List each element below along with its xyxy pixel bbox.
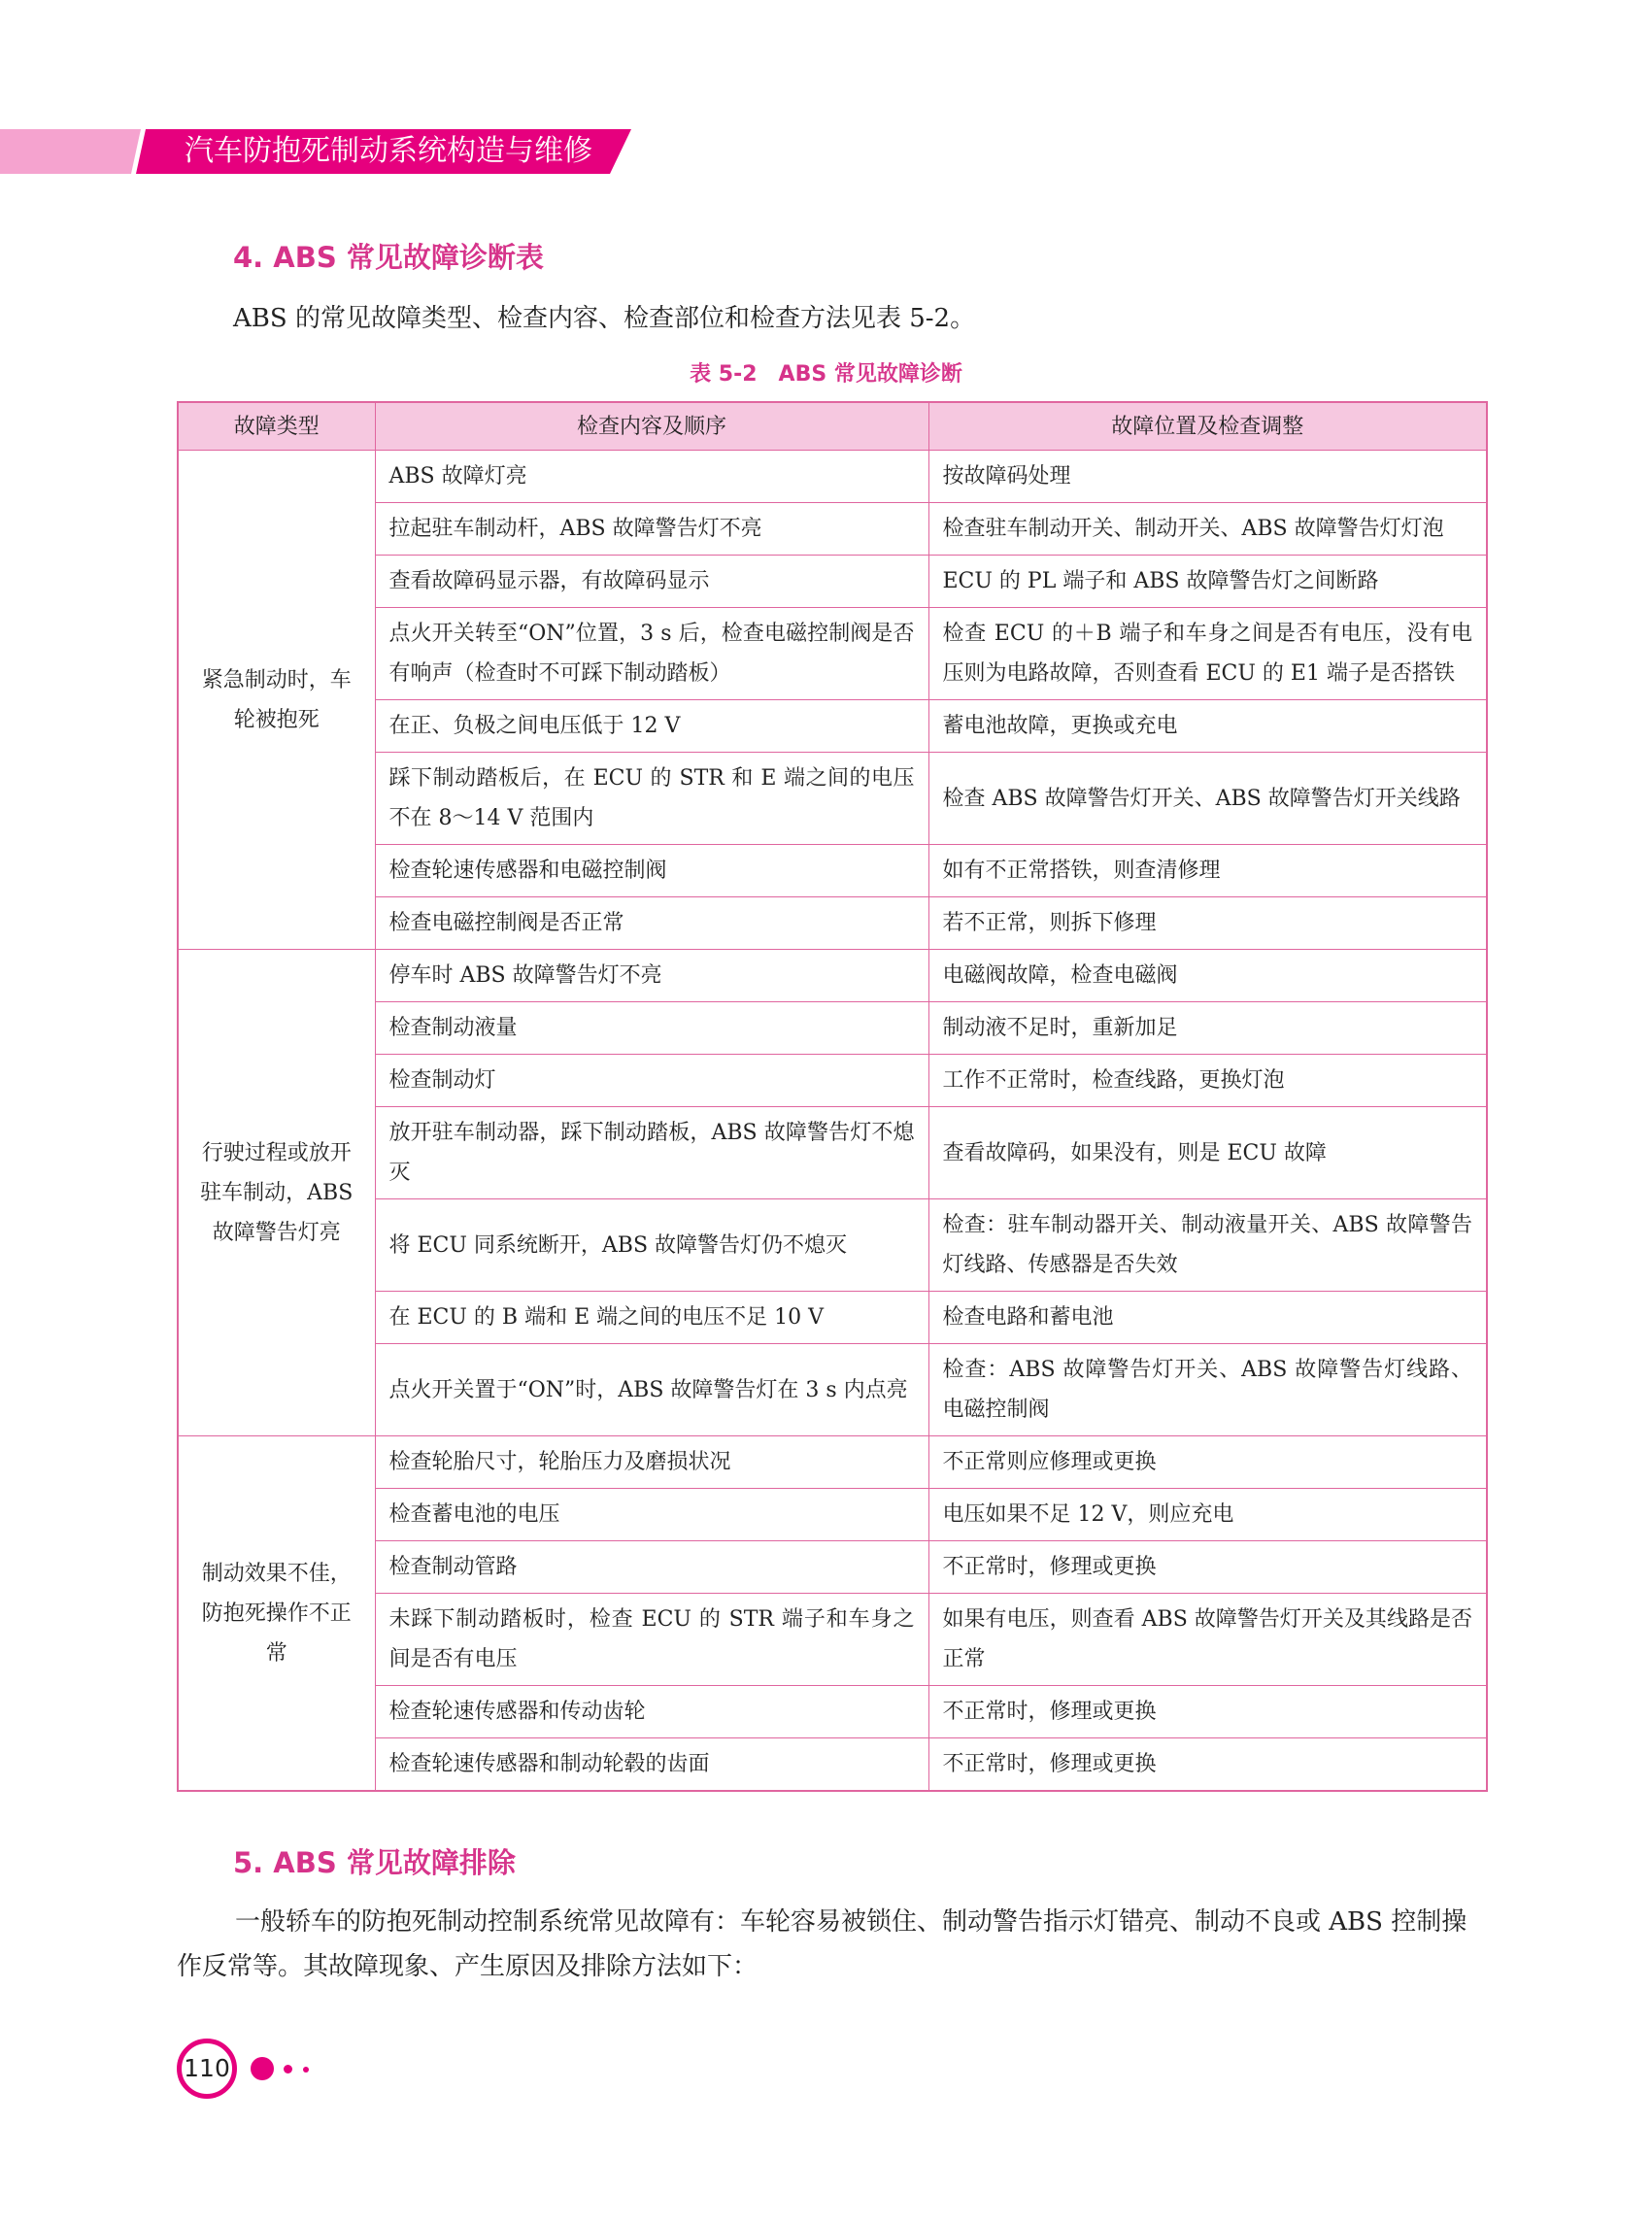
table-row [178, 1436, 1487, 1489]
check-content-cell: 检查轮速传感器和电磁控制阀 [375, 845, 928, 897]
table-caption: 表 5-2 ABS 常见故障诊断 [690, 362, 962, 387]
fault-location-cell: 制动液不足时，重新加足 [928, 1002, 1487, 1055]
check-content-cell: 检查轮速传感器和制动轮毂的齿面 [375, 1738, 928, 1792]
table-row [178, 1541, 1487, 1594]
fault-location-cell: 查看故障码，如果没有，则是 ECU 故障 [928, 1107, 1487, 1199]
table-row [178, 753, 1487, 845]
check-content-cell: 检查轮速传感器和传动齿轮 [375, 1686, 928, 1738]
table-row [178, 451, 1487, 503]
check-content-cell: ABS 故障灯亮 [375, 451, 928, 503]
fault-location-cell: 不正常时，修理或更换 [928, 1541, 1487, 1594]
section-4-heading: 4. ABS 常见故障诊断表 [233, 241, 544, 274]
check-content-cell: 在 ECU 的 B 端和 E 端之间的电压不足 10 V [375, 1292, 928, 1344]
fault-location-cell: 按故障码处理 [928, 451, 1487, 503]
fault-location-cell: 不正常时，修理或更换 [928, 1738, 1487, 1792]
check-content-cell: 检查制动管路 [375, 1541, 928, 1594]
check-content-cell: 检查电磁控制阀是否正常 [375, 897, 928, 950]
check-content-cell: 点火开关转至“ON”位置，3 s 后，检查电磁控制阀是否有响声（检查时不可踩下制动踏板） [375, 608, 928, 700]
fault-location-cell: 检查驻车制动开关、制动开关、ABS 故障警告灯灯泡 [928, 503, 1487, 556]
fault-location-cell: 检查：ABS 故障警告灯开关、ABS 故障警告灯线路、电磁控制阀 [928, 1344, 1487, 1436]
table-row [178, 1594, 1487, 1686]
table-row [178, 700, 1487, 753]
check-content-cell: 查看故障码显示器，有故障码显示 [375, 556, 928, 608]
table-row [178, 1489, 1487, 1541]
check-content-cell: 停车时 ABS 故障警告灯不亮 [375, 950, 928, 1002]
fault-type-cell: 紧急制动时，车轮被抱死 [178, 451, 375, 950]
section-5-body: 一般轿车的防抱死制动控制系统常见故障有：车轮容易被锁住、制动警告指示灯错亮、制动不良或 ABS 控制操作反常等。其故障现象、产生原因及排除方法如下： [177, 1907, 1467, 1981]
header-fault-location: 故障位置及检查调整 [928, 402, 1487, 451]
fault-location-cell: 检查电路和蓄电池 [928, 1292, 1487, 1344]
section-4-intro: ABS 的常见故障类型、检查内容、检查部位和检查方法见表 5-2。 [233, 304, 976, 333]
fault-location-cell: 如有不正常搭铁，则查清修理 [928, 845, 1487, 897]
table-row [178, 556, 1487, 608]
table-row [178, 503, 1487, 556]
chapter-banner [0, 129, 631, 174]
fault-location-cell: 检查：驻车制动器开关、制动液量开关、ABS 故障警告灯线路、传感器是否失效 [928, 1199, 1487, 1292]
fault-diagnosis-table [177, 401, 1488, 1792]
table-row [178, 1055, 1487, 1107]
fault-location-cell: 蓄电池故障，更换或充电 [928, 700, 1487, 753]
table-row [178, 897, 1487, 950]
table-row [178, 1002, 1487, 1055]
fault-location-cell: 不正常则应修理或更换 [928, 1436, 1487, 1489]
table-row [178, 950, 1487, 1002]
page-number: 110 [177, 2039, 237, 2099]
book-title: 汽车防抱死制动系统构造与维修 [185, 134, 592, 168]
fault-type-cell: 制动效果不佳，防抱死操作不正常 [178, 1436, 375, 1792]
table-row [178, 845, 1487, 897]
check-content-cell: 点火开关置于“ON”时，ABS 故障警告灯在 3 s 内点亮 [375, 1344, 928, 1436]
check-content-cell: 检查制动灯 [375, 1055, 928, 1107]
check-content-cell: 检查轮胎尺寸，轮胎压力及磨损状况 [375, 1436, 928, 1489]
header-check-content: 检查内容及顺序 [375, 402, 928, 451]
page-number-badge [177, 2039, 342, 2107]
check-content-cell: 在正、负极之间电压低于 12 V [375, 700, 928, 753]
check-content-cell: 检查蓄电池的电压 [375, 1489, 928, 1541]
section-5-heading: 5. ABS 常见故障排除 [233, 1846, 516, 1879]
fault-location-cell: 检查 ECU 的＋B 端子和车身之间是否有电压，没有电压则为电路故障，否则查看 ECU 的 E1 端子是否搭铁 [928, 608, 1487, 700]
fault-location-cell: 电压如果不足 12 V，则应充电 [928, 1489, 1487, 1541]
fault-location-cell: 检查 ABS 故障警告灯开关、ABS 故障警告灯开关线路 [928, 753, 1487, 845]
check-content-cell: 拉起驻车制动杆，ABS 故障警告灯不亮 [375, 503, 928, 556]
fault-location-cell: ECU 的 PL 端子和 ABS 故障警告灯之间断路 [928, 556, 1487, 608]
fault-location-cell: 工作不正常时，检查线路，更换灯泡 [928, 1055, 1487, 1107]
fault-location-cell: 若不正常，则拆下修理 [928, 897, 1487, 950]
check-content-cell: 未踩下制动踏板时，检查 ECU 的 STR 端子和车身之间是否有电压 [375, 1594, 928, 1686]
table-row [178, 1292, 1487, 1344]
table-row [178, 1107, 1487, 1199]
dot-medium-icon [284, 2065, 292, 2073]
check-content-cell: 放开驻车制动器，踩下制动踏板，ABS 故障警告灯不熄灭 [375, 1107, 928, 1199]
table-row [178, 1199, 1487, 1292]
header-fault-type: 故障类型 [178, 402, 375, 451]
table-row [178, 608, 1487, 700]
fault-location-cell: 电磁阀故障，检查电磁阀 [928, 950, 1487, 1002]
table-row [178, 1738, 1487, 1792]
fault-location-cell: 如果有电压，则查看 ABS 故障警告灯开关及其线路是否正常 [928, 1594, 1487, 1686]
fault-location-cell: 不正常时，修理或更换 [928, 1686, 1487, 1738]
check-content-cell: 将 ECU 同系统断开，ABS 故障警告灯仍不熄灭 [375, 1199, 928, 1292]
fault-type-cell: 行驶过程或放开驻车制动，ABS 故障警告灯亮 [178, 950, 375, 1436]
check-content-cell: 踩下制动踏板后，在 ECU 的 STR 和 E 端之间的电压不在 8～14 V 范围内 [375, 753, 928, 845]
table-row [178, 1686, 1487, 1738]
dot-large-icon [251, 2057, 274, 2080]
table-header-row [178, 402, 1487, 451]
dot-small-icon [303, 2067, 309, 2073]
table-row [178, 1344, 1487, 1436]
check-content-cell: 检查制动液量 [375, 1002, 928, 1055]
